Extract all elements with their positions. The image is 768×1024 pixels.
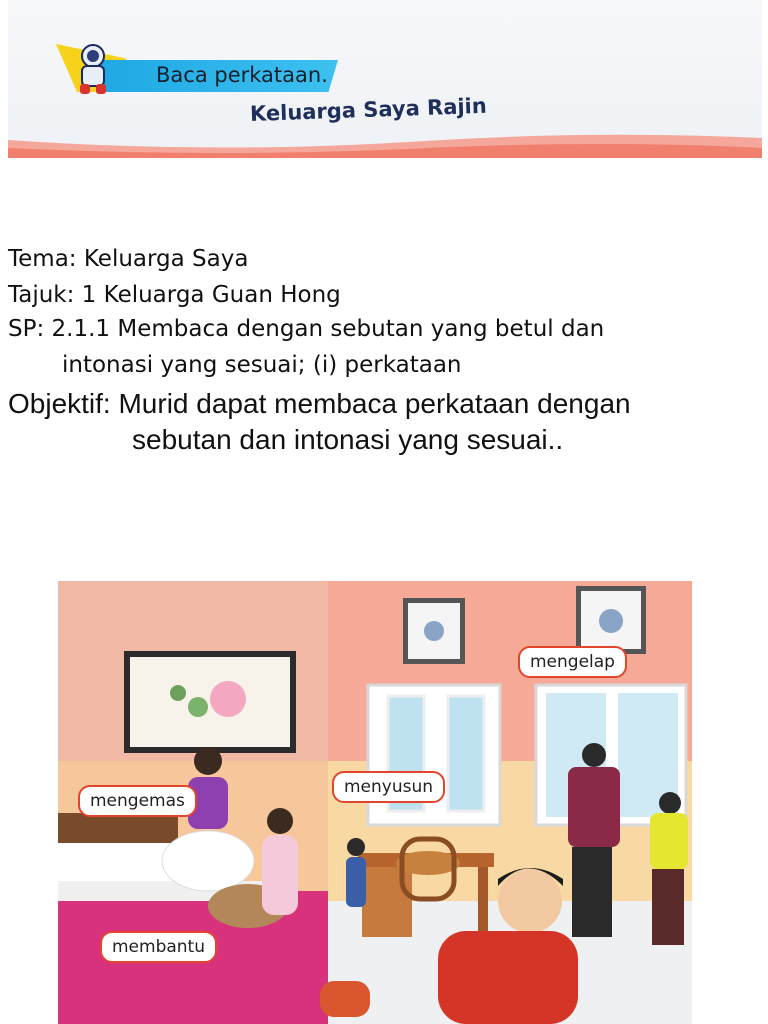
label-menyusun: menyusun [332,771,445,803]
page-subtitle: Keluarga Saya Rajin [249,93,488,126]
family-chores-illustration [58,581,692,1024]
objektif-text-line2: sebutan dan intonasi yang sesuai.. [132,424,564,455]
banner-wave-decoration [8,118,762,158]
objektif-text-line1: Objektif: Murid dapat membaca perkataan dengan [8,388,631,419]
badge-label: Baca perkataan. [156,63,328,87]
tema-text: Tema: Keluarga Saya [8,246,249,272]
tajuk-text: Tajuk: 1 Keluarga Guan Hong [8,282,341,308]
label-mengelap: mengelap [518,646,627,678]
label-membantu: membantu [100,931,217,963]
label-mengemas: mengemas [78,785,197,817]
sp-text-line2: intonasi yang sesuai; (i) perkataan [62,352,462,378]
sp-text-line1: SP: 2.1.1 Membaca dengan sebutan yang betul dan [8,316,605,342]
astronaut-mascot-icon [70,42,116,98]
